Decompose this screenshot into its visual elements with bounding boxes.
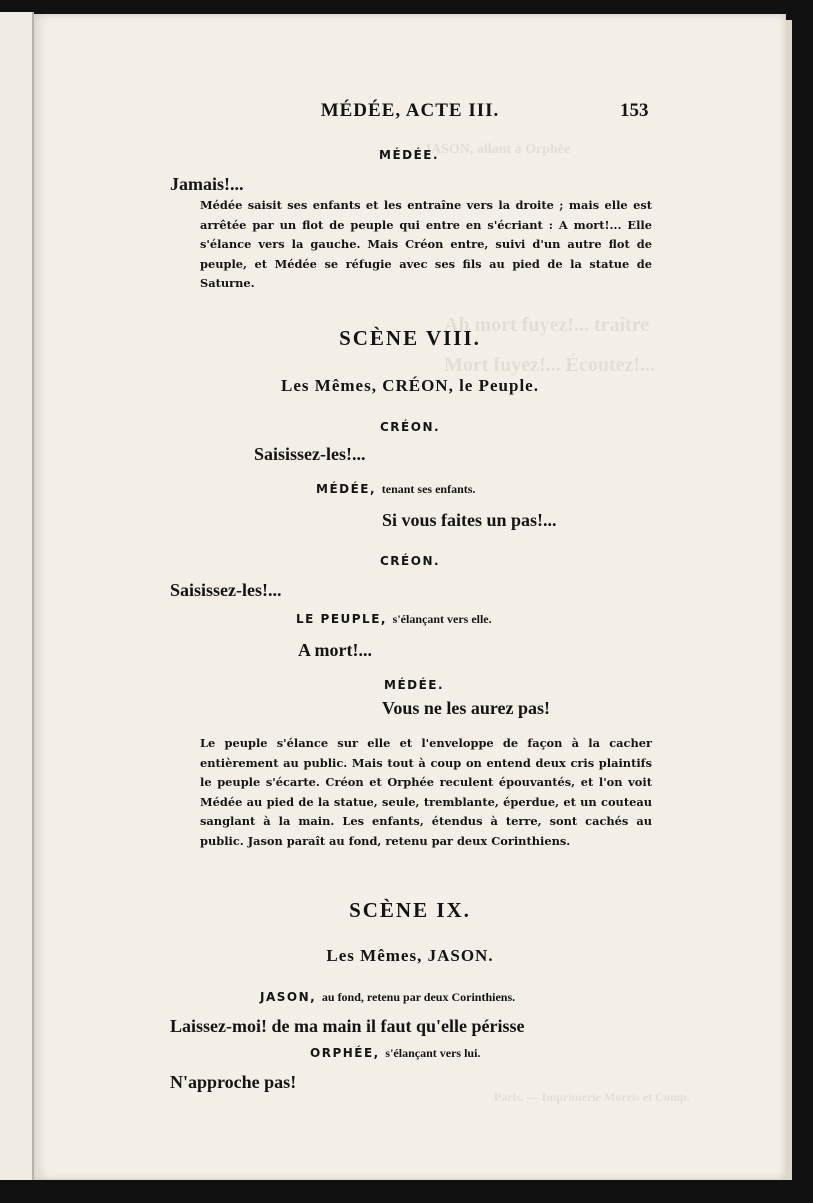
dialogue-line: N'approche pas! (170, 1072, 297, 1092)
show-through-text: Ah mort fuyez!... traître (444, 314, 650, 336)
stage-direction: Le peuple s'élance sur elle et l'enveloppe de façon à la cacher entièrement au public. Mais tout à coup on entend deux cris plaintifs le peuple s'écarte. Créon et Orphée reculent épouvantés, et l'on voit Médée au pied de la statue, seule, tremblante, éperdue, et un couteau sanglant à la main. Les enfants, étendus à terre, sont cachés au public. Jason paraît au fond, retenu par deux Corinthiens. (200, 736, 652, 848)
dialogue-line: Jamais!... (170, 174, 244, 194)
speaker-creon: CRÉON. (380, 554, 441, 568)
page-number: 153 (620, 100, 649, 121)
facing-page-edge (0, 12, 34, 1180)
scene-cast: Les Mêmes, JASON. (326, 946, 494, 965)
stage-direction-inline: s'élançant vers elle. (392, 612, 492, 626)
speaker-medee: MÉDÉE. (384, 678, 445, 692)
show-through-text: Mort fuyez!... Écoutez!... (444, 354, 656, 376)
stage-direction-inline: s'élançant vers lui. (385, 1046, 481, 1060)
speaker-creon: CRÉON. (380, 420, 441, 434)
running-header: MÉDÉE, ACTE III. (320, 100, 500, 121)
speaker-medee: MÉDÉE. (379, 148, 440, 162)
show-through-text: JASON, allant à Orphée (424, 142, 571, 157)
dialogue-line: Saisissez-les!... (254, 444, 366, 464)
page-edge (786, 20, 792, 1180)
scene-cast: Les Mêmes, CRÉON, le Peuple. (281, 376, 539, 395)
speaker-orphee: ORPHÉE, s'élançant vers lui. (310, 1046, 481, 1060)
dialogue-line: A mort!... (298, 640, 372, 660)
scene-title: SCÈNE IX. (349, 898, 471, 922)
speaker-le-peuple: LE PEUPLE, s'élançant vers elle. (296, 612, 492, 626)
dialogue-line: Laissez-moi! de ma main il faut qu'elle périsse (170, 1016, 525, 1036)
dialogue-line: Saisissez-les!... (170, 580, 282, 600)
show-through-text: Paris. — Imprimerie Morris et Comp. (494, 1090, 690, 1104)
stage-direction-inline: tenant ses enfants. (381, 482, 476, 496)
dialogue-line: Si vous faites un pas!... (382, 510, 557, 530)
stage-direction-inline: au fond, retenu par deux Corinthiens. (321, 990, 516, 1004)
speaker-medee: MÉDÉE, tenant ses enfants. (316, 482, 476, 496)
book-page (34, 14, 786, 1180)
speaker-jason: JASON, au fond, retenu par deux Corinthiens. (260, 990, 516, 1004)
stage-direction: Médée saisit ses enfants et les entraîne vers la droite ; mais elle est arrêtée par un flot de peuple qui entre en s'écriant : A mort!... Elle s'élance vers la gauche. Mais Créon entre, suivi d'un autre flot de peuple, et Médée se réfugie avec ses fils au pied de la statue de Saturne. (200, 198, 652, 290)
dialogue-line: Vous ne les aurez pas! (382, 698, 551, 718)
scene-title: SCÈNE VIII. (339, 326, 481, 350)
